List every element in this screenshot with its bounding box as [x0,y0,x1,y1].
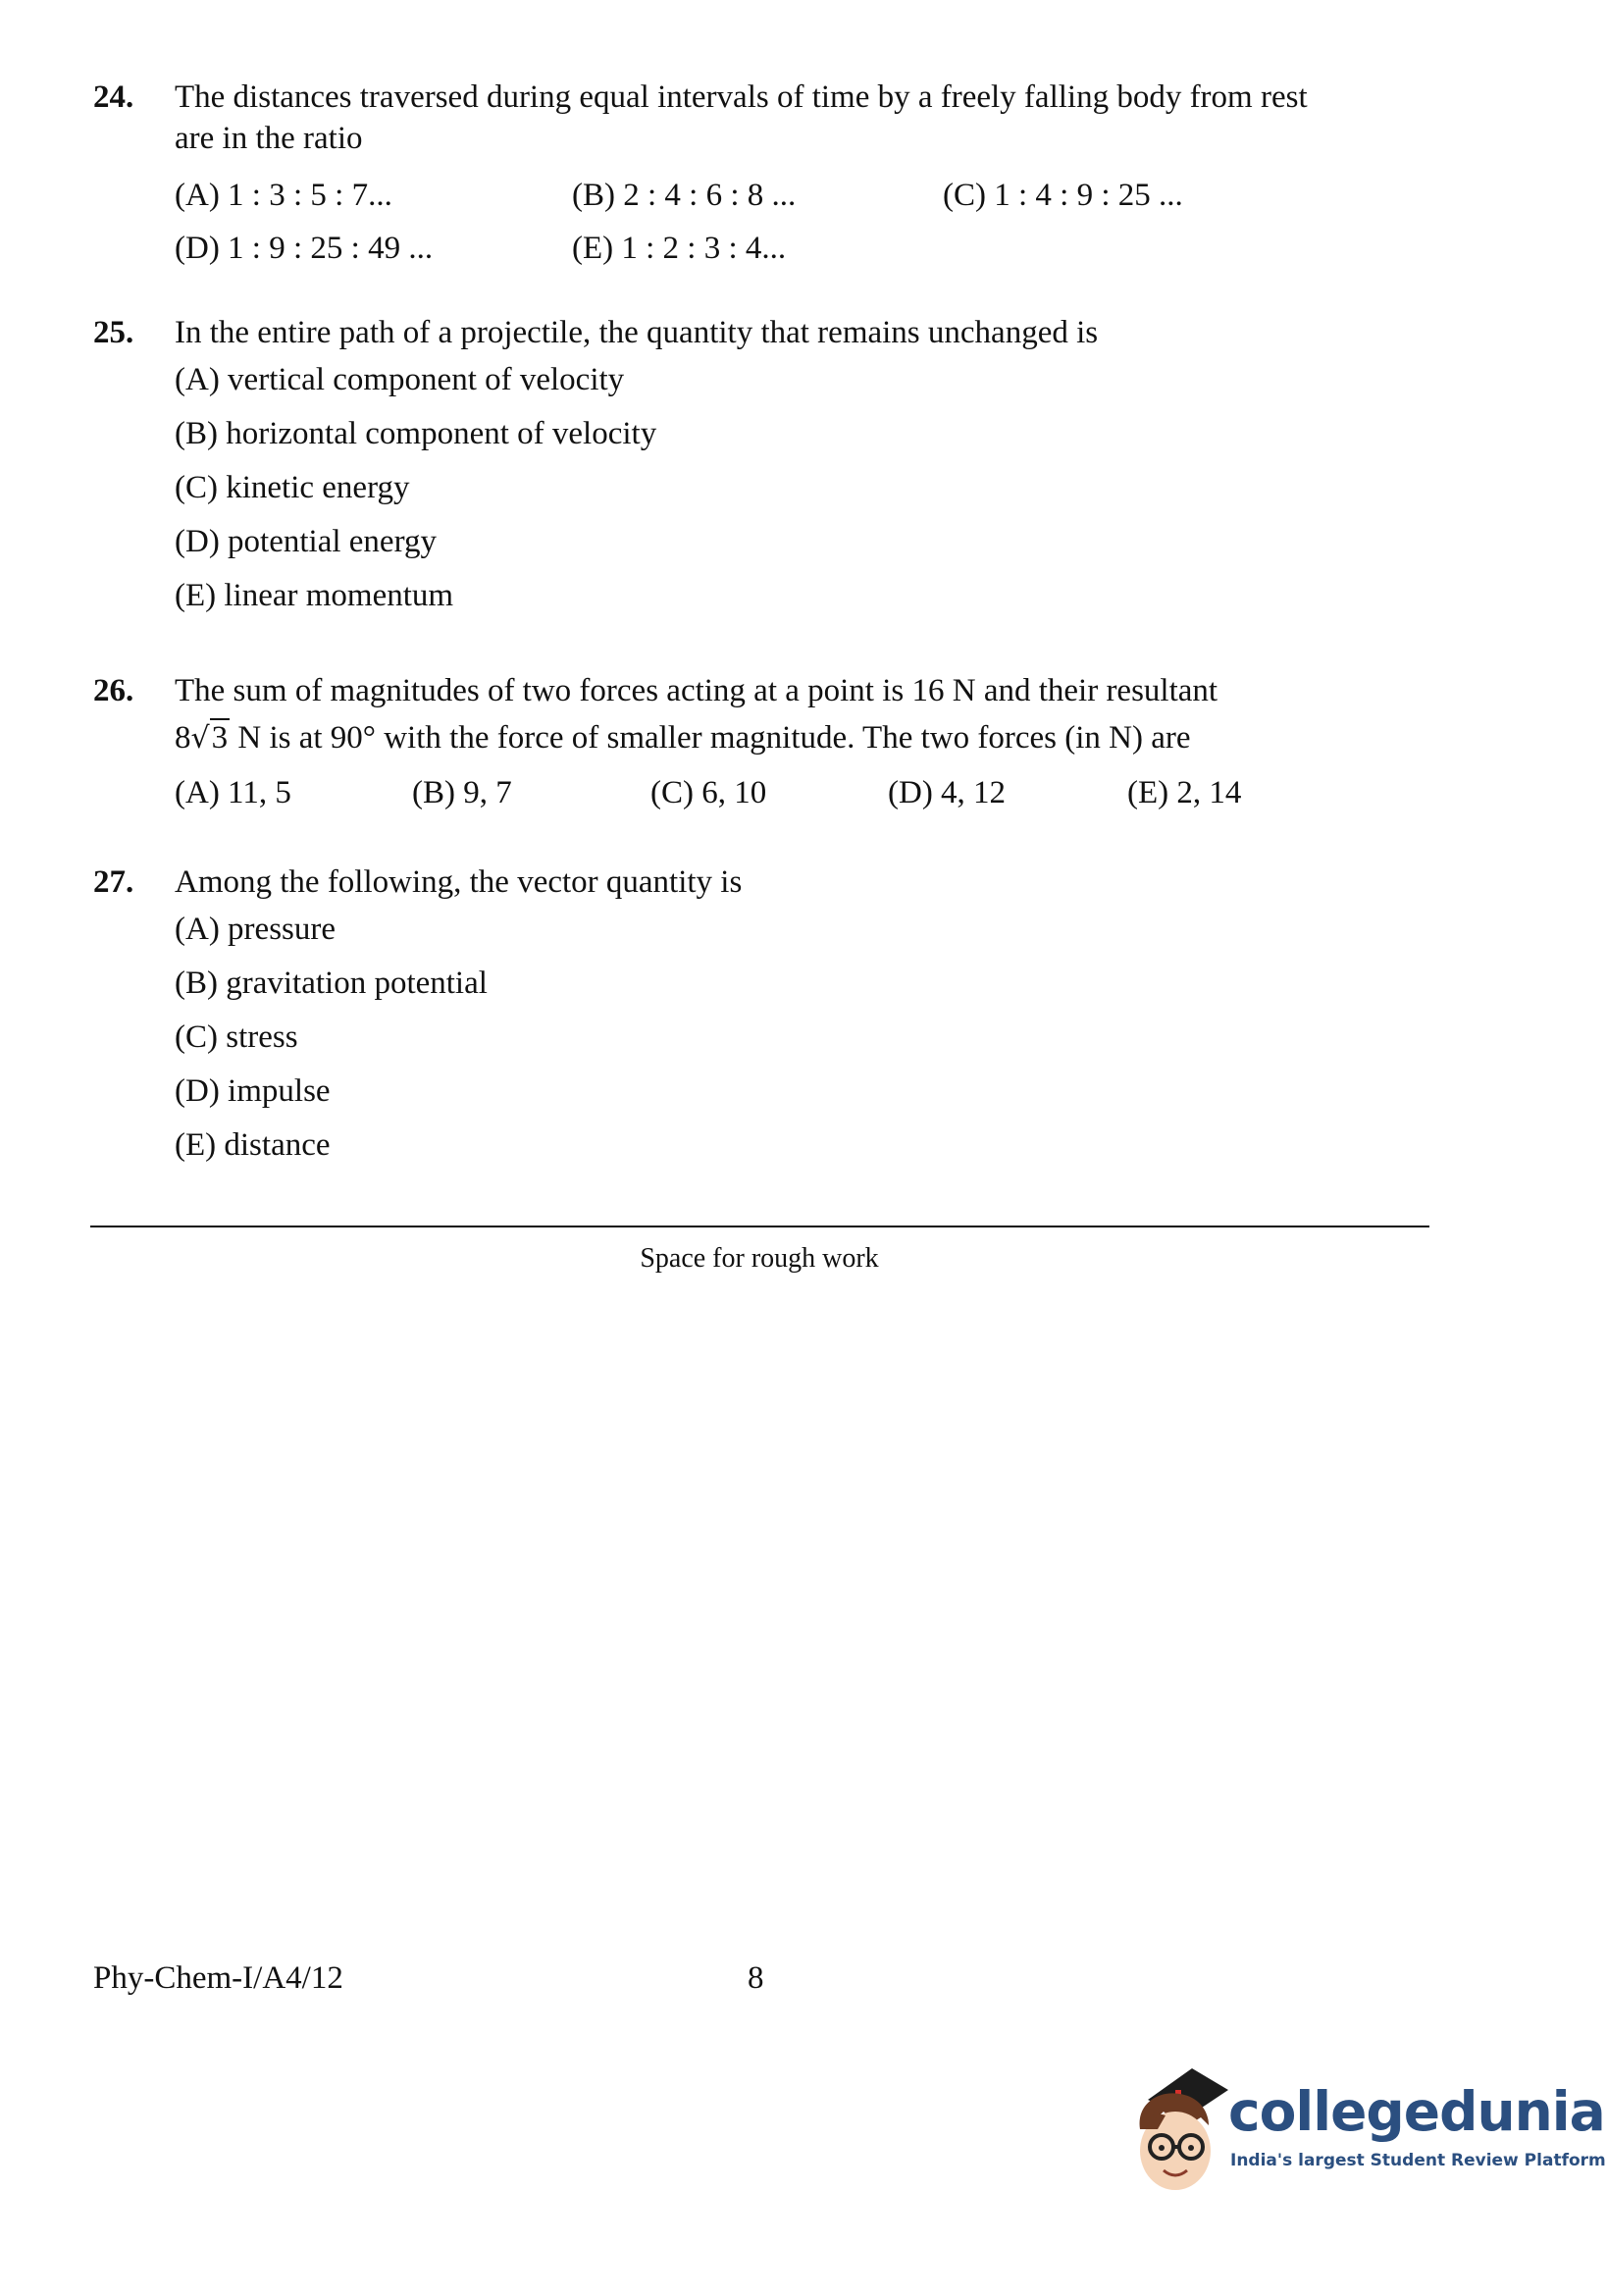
option-c: (C) kinetic energy [175,470,410,505]
question-number: 26. [93,673,134,708]
mascot-icon [1118,2061,1236,2198]
options-list [175,353,1427,623]
option-d: (D) 1 : 9 : 25 : 49 ... [175,231,434,266]
page-number: 8 [748,1960,764,1996]
option-b: (B) 9, 7 [412,775,512,810]
option-a: (A) pressure [175,912,337,947]
options-row [175,763,1427,822]
question-text: The sum of magnitudes of two forces acting at a point is 16 N and their resultant 8√3 N is at 90° with the force of smaller magnitude. The two forces (in N) are [175,670,1427,759]
options-grid [175,169,1427,275]
question-text: Among the following, the vector quantity is [175,864,743,900]
option-e: (E) 2, 14 [1127,775,1242,810]
question-24 [93,77,1427,275]
logo-wordmark: collegedunia [1228,2080,1605,2143]
question-number: 24. [93,79,134,115]
options-list [175,903,1427,1173]
radical-sign: √ [190,721,210,756]
logo-tagline: India's largest Student Review Platform [1230,2151,1606,2170]
question-25 [93,312,1427,623]
question-number: 27. [93,864,134,900]
option-b: (B) 2 : 4 : 6 : 8 ... [572,178,797,213]
rough-work-label: Space for rough work [640,1243,879,1274]
sqrt-radicand: 3 [211,720,229,756]
option-a: (A) vertical component of velocity [175,362,625,397]
option-a: (A) 1 : 3 : 5 : 7... [175,178,392,213]
option-c: (C) 1 : 4 : 9 : 25 ... [943,178,1183,213]
option-d: (D) impulse [175,1073,331,1109]
question-number: 25. [93,315,134,350]
footer-paper-code: Phy-Chem-I/A4/12 [93,1960,343,1996]
sqrt-expression [191,717,231,759]
question-text: In the entire path of a projectile, the quantity that remains unchanged is [175,315,1099,350]
question-27 [93,861,1427,1173]
option-e: (E) distance [175,1127,331,1163]
option-d: (D) potential energy [175,524,437,559]
option-a: (A) 11, 5 [175,775,291,810]
rough-work-divider [90,1226,1429,1227]
option-c: (C) stress [175,1019,298,1055]
question-text: The distances traversed during equal intervals of time by a freely falling body from rest are in the ratio [175,79,1308,156]
collegedunia-logo [1118,2061,1606,2198]
option-b: (B) gravitation potential [175,965,488,1001]
question-26 [93,670,1427,822]
option-c: (C) 6, 10 [650,775,767,810]
option-d: (D) 4, 12 [888,775,1007,810]
option-b: (B) horizontal component of velocity [175,416,657,451]
option-e: (E) linear momentum [175,578,454,613]
option-e: (E) 1 : 2 : 3 : 4... [572,231,787,266]
sqrt-coefficient: 8 [175,720,191,756]
